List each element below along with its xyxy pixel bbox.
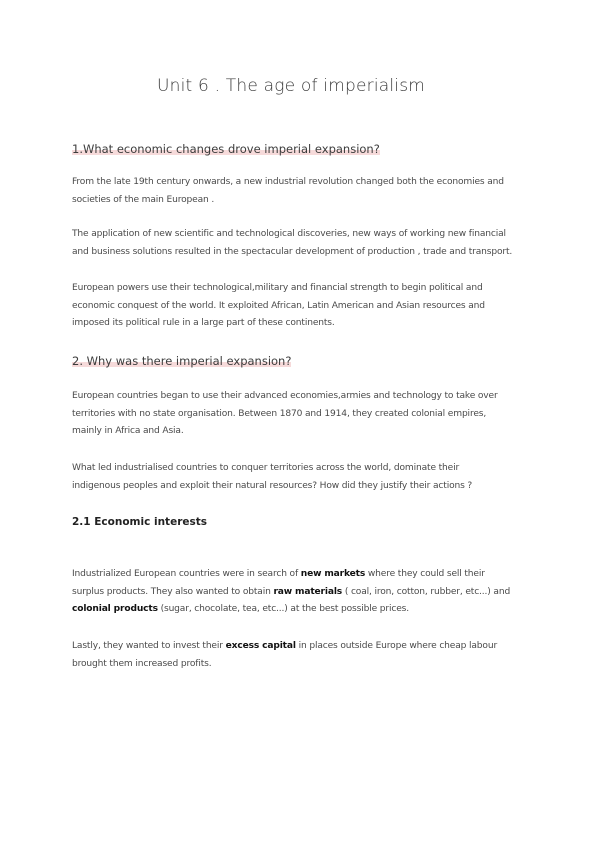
- key-term-colonial-products: colonial products: [72, 604, 158, 614]
- paragraph-line: [72, 638, 534, 656]
- paragraph-line: [72, 601, 534, 619]
- paragraph: [72, 280, 534, 333]
- text-run: Industrialized European countries were in search of: [72, 569, 301, 579]
- key-term-raw-materials: raw materials: [273, 586, 343, 597]
- section-heading-1: [72, 142, 380, 156]
- section-heading-2-text: 2. Why was there imperial expansion?: [72, 354, 292, 368]
- paragraph-line: European powers use their technological,military and financial strength to begin political and: [72, 283, 483, 293]
- paragraph-line: territories with no state organisation. Between 1870 and 1914, they created colonial empires,: [72, 408, 487, 419]
- text-run: (sugar, chocolate, tea, etc...) at the best possible prices.: [157, 604, 410, 614]
- paragraph-line: indigenous peoples and exploit their natural resources? How did they justify their actions ?: [72, 480, 473, 491]
- paragraph-line: What led industrialised countries to conquer territories across the world, dominate their: [72, 463, 460, 473]
- text-run: surplus products. They also wanted to obtain: [72, 586, 274, 597]
- key-term-excess-capital: excess capital: [225, 641, 296, 651]
- paragraph-line: [72, 584, 534, 602]
- paragraph: [72, 226, 534, 261]
- text-run: Lastly, they wanted to invest their: [72, 641, 226, 651]
- paragraph-line: imposed its political rule in a large part of these continents.: [72, 318, 335, 328]
- paragraph-line: The application of new scientific and technological discoveries, new ways of working new financial: [72, 229, 506, 239]
- paragraph-line: From the late 19th century onwards, a new industrial revolution changed both the economies and: [72, 177, 504, 187]
- paragraph: [72, 460, 534, 495]
- paragraph: [72, 174, 534, 209]
- paragraph: [72, 638, 534, 673]
- paragraph-line: European countries began to use their advanced economies,armies and technology to take over: [72, 391, 498, 401]
- page-title: Unit 6 . The age of imperialism: [156, 76, 426, 96]
- text-run: where they could sell their: [365, 569, 485, 579]
- paragraph: [72, 566, 534, 619]
- section-heading-1-text: 1.What economic changes drove imperial expansion?: [72, 142, 380, 156]
- text-run: ( coal, iron, cotton, rubber, etc...) and: [342, 586, 511, 597]
- paragraph: [72, 388, 534, 441]
- paragraph-line: [72, 566, 534, 584]
- subsection-heading: 2.1 Economic interests: [72, 516, 208, 528]
- paragraph-line: societies of the main European .: [72, 194, 215, 205]
- paragraph-line: and business solutions resulted in the spectacular development of production , trade and transport.: [72, 246, 513, 257]
- paragraph-line: brought them increased profits.: [72, 658, 212, 669]
- section-heading-2: [72, 354, 291, 368]
- text-run: in places outside Europe where cheap labour: [295, 641, 498, 651]
- paragraph-line: mainly in Africa and Asia.: [72, 426, 184, 436]
- paragraph-line: economic conquest of the world. It exploited African, Latin American and Asian resources and: [72, 300, 485, 311]
- key-term-new-markets: new markets: [300, 569, 366, 579]
